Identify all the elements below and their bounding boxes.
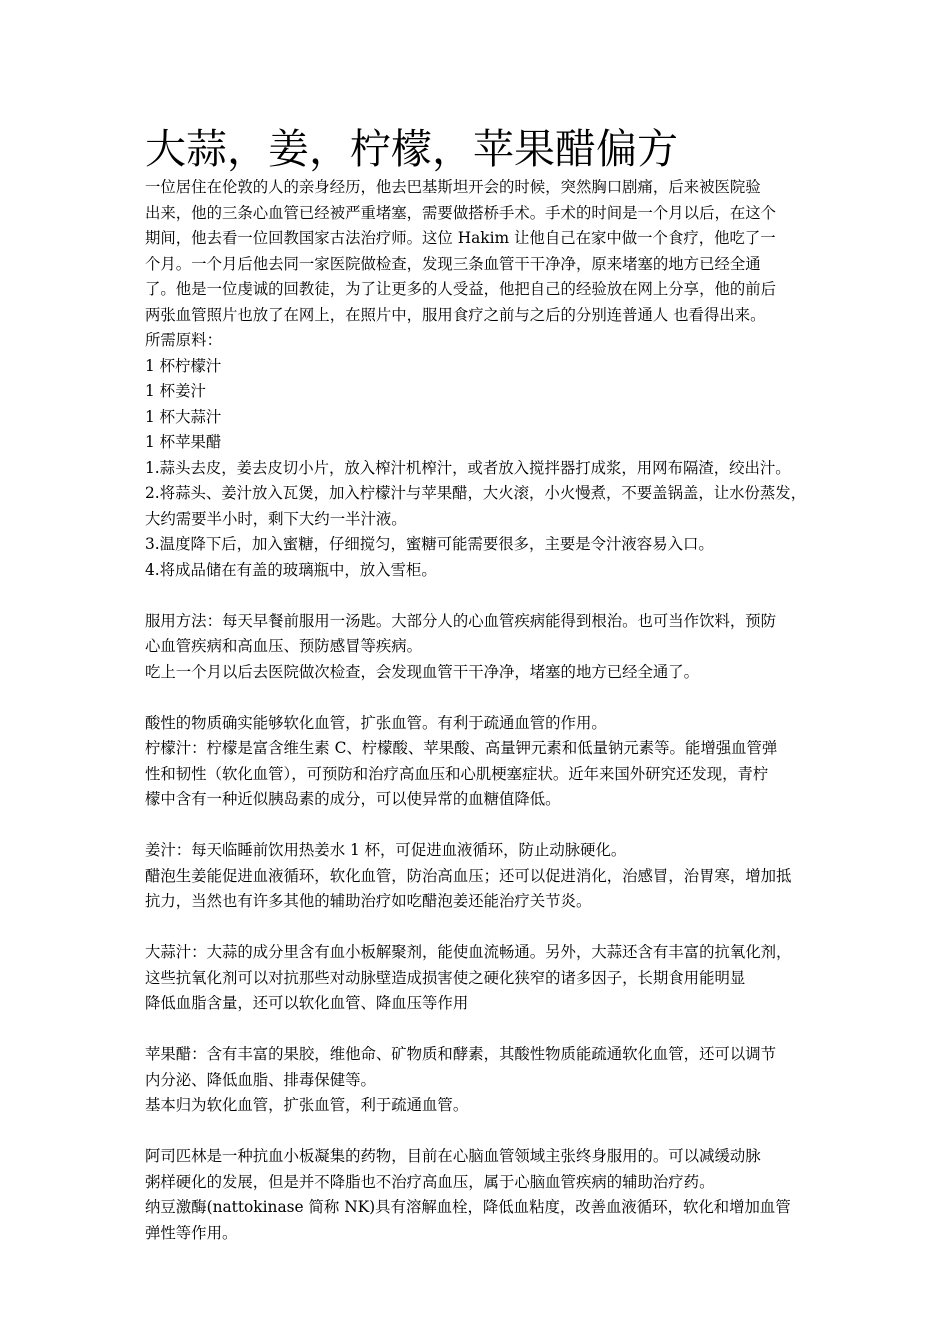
- text-line: 醋泡生姜能促进血液循环，软化血管，防治高血压；还可以促进消化，治感冒，治胃寒，增加抵: [145, 866, 792, 885]
- text-line: 抗力，当然也有许多其他的辅助治疗如吃醋泡姜还能治疗关节炎。: [145, 892, 592, 910]
- text-line: 檬中含有一种近似胰岛素的成分，可以使异常的血糖值降低。: [145, 790, 561, 808]
- text-line: 吃上一个月以后去医院做次检查，会发现血管干干净净，堵塞的地方已经全通了。: [145, 662, 700, 681]
- ingredients-heading: 所需原料：: [145, 331, 222, 349]
- text-line: 苹果醋：含有丰富的果胶，维他命、矿物质和酵素，其酸性物质能疏通软化血管，还可以调节: [145, 1045, 777, 1063]
- text-line: 弹性等作用。: [145, 1223, 238, 1242]
- paragraph-spacer: [145, 1017, 817, 1043]
- ginger-paragraph: [145, 838, 817, 915]
- text-line: 两张血管照片也放了在网上，在照片中，服用食疗之前与之后的分别连普通人 也看得出来。: [145, 305, 766, 324]
- garlic-paragraph: [145, 940, 817, 1017]
- ingredient-item: 1 杯大蒜汁: [145, 407, 222, 426]
- step-line: 3.温度降下后，加入蜜糖，仔细搅匀，蜜糖可能需要很多，主要是令汁液容易入口。: [145, 535, 714, 553]
- text-line: 服用方法：每天早餐前服用一汤匙。大部分人的心血管疾病能得到根治。也可当作饮料，预防: [145, 611, 777, 630]
- step-line: 2.将蒜头、姜汁放入瓦煲，加入柠檬汁与苹果醋，大火滚，小火慢煮，不要盖锅盖，让水份蒸发，: [145, 484, 807, 502]
- step-line: 4.将成品储在有盖的玻璃瓶中，放入雪柜。: [145, 560, 437, 579]
- paragraph-spacer: [145, 1119, 817, 1145]
- paragraph-spacer: [145, 685, 817, 711]
- intro-paragraph: [145, 175, 817, 328]
- text-line: 大蒜汁：大蒜的成分里含有血小板解聚剂，能使血流畅通。另外，大蒜还含有丰富的抗氧化剂，: [145, 943, 792, 961]
- ingredient-item: 1 杯柠檬汁: [145, 356, 222, 375]
- text-line: 降低血脂含量，还可以软化血管、降血压等作用: [145, 994, 469, 1012]
- text-line: 性和韧性（软化血管），可预防和治疗高血压和心肌梗塞症状。近年来国外研究还发现，青柠: [145, 764, 769, 783]
- paragraph-spacer: [145, 915, 817, 941]
- text-line: 一位居住在伦敦的人的亲身经历，他去巴基斯坦开会的时候，突然胸口剧痛，后来被医院验: [145, 178, 761, 196]
- text-line: 个月。一个月后他去同一家医院做检查，发现三条血管干干净净，原来堵塞的地方已经全通: [145, 254, 761, 273]
- aspirin-paragraph: [145, 1144, 817, 1246]
- text-line: 柠檬汁：柠檬是富含维生素 C、柠檬酸、苹果酸、高量钾元素和低量钠元素等。能增强血管弹: [145, 739, 778, 757]
- ingredients-list: [145, 354, 817, 456]
- text-line: 期间，他去看一位回教国家古法治疗师。这位 Hakim 让他自己在家中做一个食疗，他吃了一: [145, 229, 776, 247]
- text-line: 阿司匹林是一种抗血小板凝集的药物，目前在心脑血管领域主张终身服用的。可以减缓动脉: [145, 1147, 761, 1165]
- lemon-paragraph: [145, 711, 817, 813]
- text-line: 出来，他的三条心血管已经被严重堵塞，需要做搭桥手术。手术的时间是一个月以后，在这个: [145, 203, 777, 222]
- step-line: 大约需要半小时，剩下大约一半汁液。: [145, 509, 407, 528]
- text-line: 了。他是一位虔诚的回教徒，为了让更多的人受益，他把自己的经验放在网上分享，他的前后: [145, 280, 777, 298]
- text-line: 心血管疾病和高血压、预防感冒等疾病。: [145, 637, 423, 655]
- text-line: 内分泌、降低血脂、排毒保健等。: [145, 1070, 376, 1089]
- ingredient-item: 1 杯姜汁: [145, 382, 206, 400]
- text-line: 酸性的物质确实能够软化血管，扩张血管。有利于疏通血管的作用。: [145, 713, 607, 732]
- paragraph-spacer: [145, 583, 817, 609]
- usage-paragraph: [145, 609, 817, 686]
- text-line: 姜汁：每天临睡前饮用热姜水 1 杯，可促进血液循环，防止动脉硬化。: [145, 841, 627, 859]
- paragraph-spacer: [145, 813, 817, 839]
- text-line: 粥样硬化的发展，但是并不降脂也不治疗高血压，属于心脑血管疾病的辅助治疗药。: [145, 1172, 715, 1191]
- text-line: 这些抗氧化剂可以对抗那些对动脉壁造成损害使之硬化狭窄的诸多因子，长期食用能明显: [145, 968, 746, 987]
- text-line: 基本归为软化血管，扩张血管，利于疏通血管。: [145, 1096, 469, 1114]
- text-line: 纳豆激酶(nattokinase 简称 NK)具有溶解血栓，降低血粘度，改善血液循环，软化和增加血管: [145, 1198, 791, 1216]
- steps-list: [145, 456, 817, 584]
- step-line: 1.蒜头去皮，姜去皮切小片，放入榨汁机榨汁，或者放入搅拌器打成浆，用网布隔渣，绞出汁。: [145, 458, 791, 477]
- document-title: 大蒜，姜，柠檬，苹果醋偏方: [145, 125, 678, 173]
- vinegar-paragraph: [145, 1042, 817, 1119]
- document-body: [145, 175, 817, 1246]
- ingredient-item: 1 杯苹果醋: [145, 433, 222, 451]
